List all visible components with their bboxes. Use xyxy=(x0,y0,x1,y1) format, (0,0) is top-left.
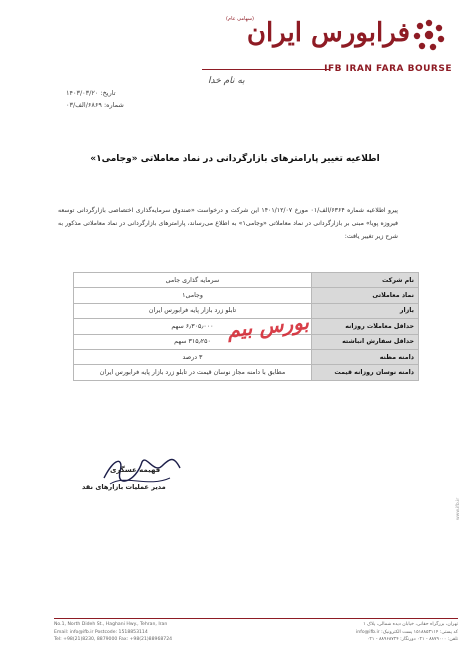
footer-persian-address xyxy=(356,621,458,644)
stamp-text: بورس بیم xyxy=(226,309,310,343)
row-value: ۳ درصد xyxy=(74,349,312,364)
logo-tagline: (سهامی عام) xyxy=(226,16,254,22)
footer-fa-line: تلفن: ۸۸۷۹۰۰۰ - ۰۲۱ دورنگار: ۸۸۹۶۸۷۲۴ - ۰۲۱ xyxy=(366,637,458,642)
row-label: دامنه نوسان روزانه قیمت xyxy=(312,365,419,380)
row-label: نماد معاملاتی xyxy=(312,288,419,303)
body-paragraph: پیرو اطلاعیه شماره ۶۳۶۴/الف/۰۱ مورخ ۱۴۰۱/۱۲/۰۷ این شرکت و درخواست «صندوق سرمایه‌گذاری اختصاصی بازارگردانی توسعه فیروزه پویا» مبنی بر بازارگردانی در نماد معاملاتی «وجامی۱» به اطلاع می‌رساند، پارامترهای بازارگردانی در نماد معاملاتی مذکور به شرح زیر تغییر یافت: xyxy=(58,207,399,240)
footer-fa-line: کد پستی: ۱۵۱۸۸۵۳۱۱۴ پست الکترونیک: info@ifb.ir xyxy=(356,629,458,635)
logo-english-name: IFB IRAN FARA BOURSE xyxy=(324,64,452,74)
side-website: www.ifb.ir xyxy=(456,497,461,520)
letterhead-footer xyxy=(54,618,458,658)
number-label: شماره: xyxy=(103,101,124,109)
ifb-swirl-logo-icon xyxy=(412,18,446,52)
bismillah: به نام خدا xyxy=(208,76,245,86)
row-value: مطابق با دامنه مجاز نوسان قیمت در تابلو زرد بازار پایه فرابورس ایران xyxy=(74,365,312,380)
row-value: وجامی۱ xyxy=(74,288,312,303)
number-value: ۶۸۶۹/الف/۰۳ xyxy=(66,101,102,109)
row-label: بازار xyxy=(312,303,419,318)
row-value: ۶٫۳۰۵٫۰۰۰ سهم xyxy=(74,319,312,334)
bourse-stamp xyxy=(225,296,312,374)
letter-date xyxy=(66,89,116,97)
document-title: اطلاعیه تغییر پارامترهای بازارگردانی در نماد معاملاتی «وجامی۱» xyxy=(90,154,380,164)
signatory-name: فهیمه عسگری xyxy=(110,466,161,474)
row-label: دامنه مظنه xyxy=(312,349,419,364)
row-value: سرمایه گذاری جامی xyxy=(74,273,312,288)
row-label: حداقل سفارش انباشته xyxy=(312,334,419,349)
footer-english-address xyxy=(54,621,172,644)
letter-number xyxy=(66,101,124,109)
footer-en-line: Tel: +98(21)8230, 8879000 Fax: +98(21)88968724 xyxy=(54,637,173,642)
footer-fa-line: تهران، بزرگراه حقانی، خیابان دیده شمالی، پلاک ۱ xyxy=(363,622,458,627)
brand-logo xyxy=(200,14,452,76)
footer-en-line: No.1, North Dideh St., Haghani Hwy., Tehran, Iran xyxy=(54,622,168,627)
row-label: نام شرکت xyxy=(312,273,419,288)
signatory-title: مدیر عملیات بازارهای نقد xyxy=(82,483,166,491)
table-row xyxy=(74,273,419,288)
footer-en-line: Email: info@ifb.ir Postcode: 1518853114 xyxy=(54,629,148,635)
row-value: ۳۱۵٫۲۵۰ سهم xyxy=(74,334,312,349)
row-value: تابلو زرد بازار پایه فرابورس ایران xyxy=(74,303,312,318)
row-label: حداقل معاملات روزانه xyxy=(312,319,419,334)
table-row xyxy=(74,288,419,303)
logo-rule xyxy=(202,69,330,70)
logo-persian-name: فرابورس ایران xyxy=(246,18,410,48)
logo-english-bar xyxy=(202,64,452,74)
date-label: تاریخ: xyxy=(100,89,116,97)
footer-rule xyxy=(54,618,458,619)
date-value: ۱۴۰۳/۰۳/۲۰ xyxy=(66,89,99,97)
